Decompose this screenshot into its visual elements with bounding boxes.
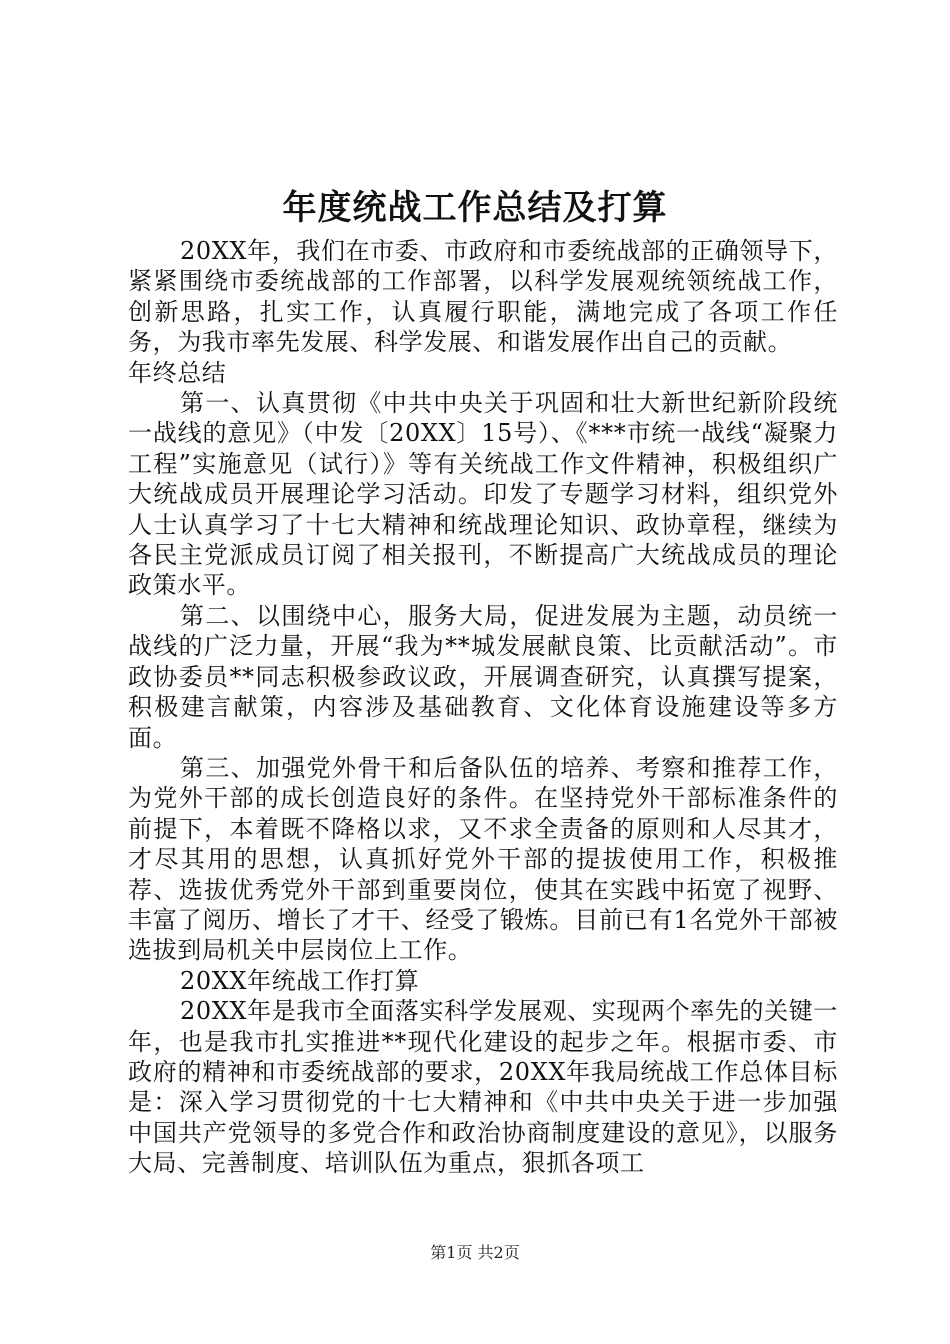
paragraph-heading-summary: 年终总结 [128,358,227,387]
paragraph-point-one: 第一、认真贯彻《中共中央关于巩固和壮大新世纪新阶段统一战线的意见》（中发〔20XX〕15号）、《***市统一战线“凝聚力工程”实施意见（试行）》等有关统战工作文件精神，积极组织广大统战成员开展理论学习活动。印发了专题学习材料，组织党外人士认真学习了十七大精神和统战理论知识、政协章程，继续为各民主党派成员订阅了相关报刊，不断提高广大统战成员的理论政策水平。 [128,389,838,600]
document-body [128,236,838,1179]
page-footer: 第1页 共2页 [430,1243,520,1262]
document-title: 年度统战工作总结及打算 [282,188,668,228]
paragraph-point-three: 第三、加强党外骨干和后备队伍的培养、考察和推荐工作，为党外干部的成长创造良好的条件。在坚持党外干部标准条件的前提下，本着既不降格以求，又不求全责备的原则和人尽其才，才尽其用的思想，认真抓好党外干部的提拔使用工作，积极推荐、选拔优秀党外干部到重要岗位，使其在实践中拓宽了视野、丰富了阅历、增长了才干、经受了锻炼。目前已有1名党外干部被选拔到局机关中层岗位上工作。 [128,753,838,965]
paragraph-plan-body: 20XX年是我市全面落实科学发展观、实现两个率先的关键一年，也是我市扎实推进**现代化建设的起步之年。根据市委、市政府的精神和市委统战部的要求，20XX年我局统战工作总体目标是：深入学习贯彻党的十七大精神和《中共中央关于进一步加强中国共产党领导的多党合作和政治协商制度建设的意见》，以服务大局、完善制度、培训队伍为重点，狠抓各项工 [128,997,838,1178]
paragraph-heading-plan: 20XX年统战工作打算 [180,966,420,995]
paragraph-intro: 20XX年，我们在市委、市政府和市委统战部的正确领导下，紧紧围绕市委统战部的工作部署，以科学发展观统领统战工作，创新思路，扎实工作，认真履行职能，满地完成了各项工作任务，为我市率先发展、科学发展、和谐发展作出自己的贡献。 [128,237,838,357]
paragraph-point-two: 第二、以围绕中心，服务大局，促进发展为主题，动员统一战线的广泛力量，开展“我为**城发展献良策、比贡献活动”。市政协委员**同志积极参政议政，开展调查研究，认真撰写提案，积极建言献策，内容涉及基础教育、文化体育设施建设等多方面。 [128,601,838,752]
